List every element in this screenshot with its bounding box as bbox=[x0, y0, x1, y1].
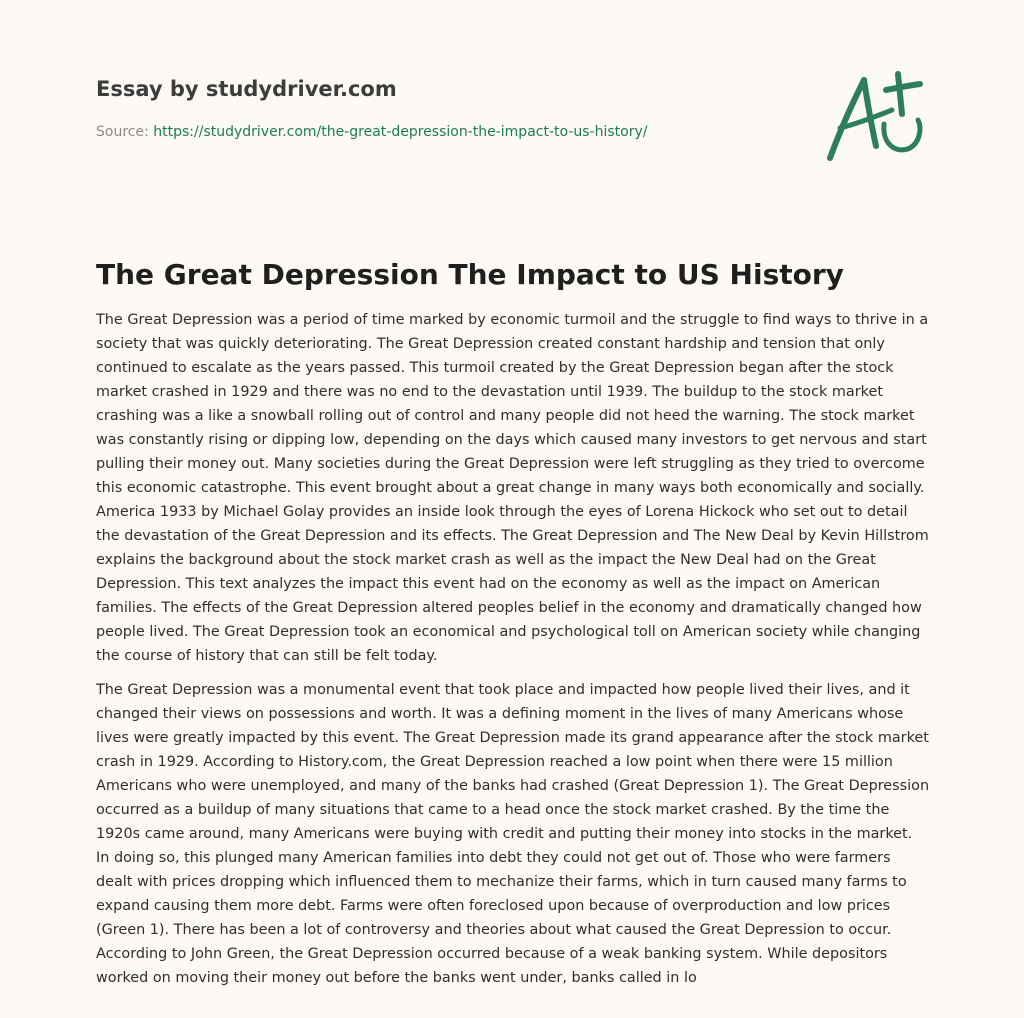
logo-swoosh bbox=[884, 120, 920, 150]
article-paragraph: The Great Depression was a monumental event that took place and impacted how people lived their lives, and it changed their views on possessions and worth. It was a defining moment in the lives of many Americans whose lives were greatly impacted by this event. The Great Depression made its grand appearance after the stock market crash in 1929. According to History.com, the Great Depression reached a low point when there were 15 million Americans who were unemployed, and many of the banks had crashed (Great Depression 1). The Great Depression occurred as a buildup of many situations that came to a head once the stock market crashed. By the time the 1920s came around, many Americans were buying with credit and putting their money into stocks in the market. In doing so, this plunged many American families into debt they could not get out of. Those who were farmers dealt with prices dropping which influenced them to mechanize their farms, which in turn caused many farms to expand causing them more debt. Farms were often foreclosed upon because of overproduction and low prices (Green 1). There has been a lot of controversy and theories about what caused the Great Depression to occur. According to John Green, the Great Depression occurred because of a weak banking system. While depositors worked on moving their money out before the banks went under, banks called in lo bbox=[96, 682, 930, 986]
site-brand: Essay by studydriver.com bbox=[96, 77, 397, 101]
page-header bbox=[96, 74, 796, 142]
logo-a-right-stroke bbox=[864, 80, 876, 146]
source-label: Source: bbox=[96, 124, 154, 140]
article bbox=[96, 255, 930, 1000]
logo-plus-horizontal bbox=[886, 84, 920, 90]
a-plus-grade-icon bbox=[822, 66, 930, 166]
logo-a-left-stroke bbox=[830, 80, 864, 158]
article-title: The Great Depression The Impact to US History bbox=[96, 258, 844, 291]
source-link[interactable]: https://studydriver.com/the-great-depression-the-impact-to-us-history/ bbox=[153, 124, 648, 140]
article-paragraph: The Great Depression was a period of time marked by economic turmoil and the struggle to find ways to thrive in a society that was quickly deteriorating. The Great Depression created constant hardship and tension that only continued to escalate as the years passed. This turmoil created by the Great Depression began after the stock market crashed in 1929 and there was no end to the devastation until 1939. The buildup to the stock market crashing was a like a snowball rolling out of control and many people did not heed the warning. The stock market was constantly rising or dipping low, depending on the days which caused many investors to get nervous and start pulling their money out. Many societies during the Great Depression were left struggling as they tried to overcome this economic catastrophe. This event brought about a great change in many ways both economically and socially. America 1933 by Michael Golay provides an inside look through the eyes of Lorena Hickock who set out to detail the devastation of the Great Depression and its effects. The Great Depression and The New Deal by Kevin Hillstrom explains the background about the stock market crash as well as the impact the New Deal had on the Great Depression. This text analyzes the impact this event had on the economy as well as the impact on American families. The effects of the Great Depression altered peoples belief in the economy and dramatically changed how people lived. The Great Depression took an economical and psychological toll on American society while changing the course of history that can still be felt today. bbox=[96, 312, 929, 664]
logo-plus-vertical bbox=[898, 74, 902, 114]
source-line bbox=[96, 122, 796, 142]
